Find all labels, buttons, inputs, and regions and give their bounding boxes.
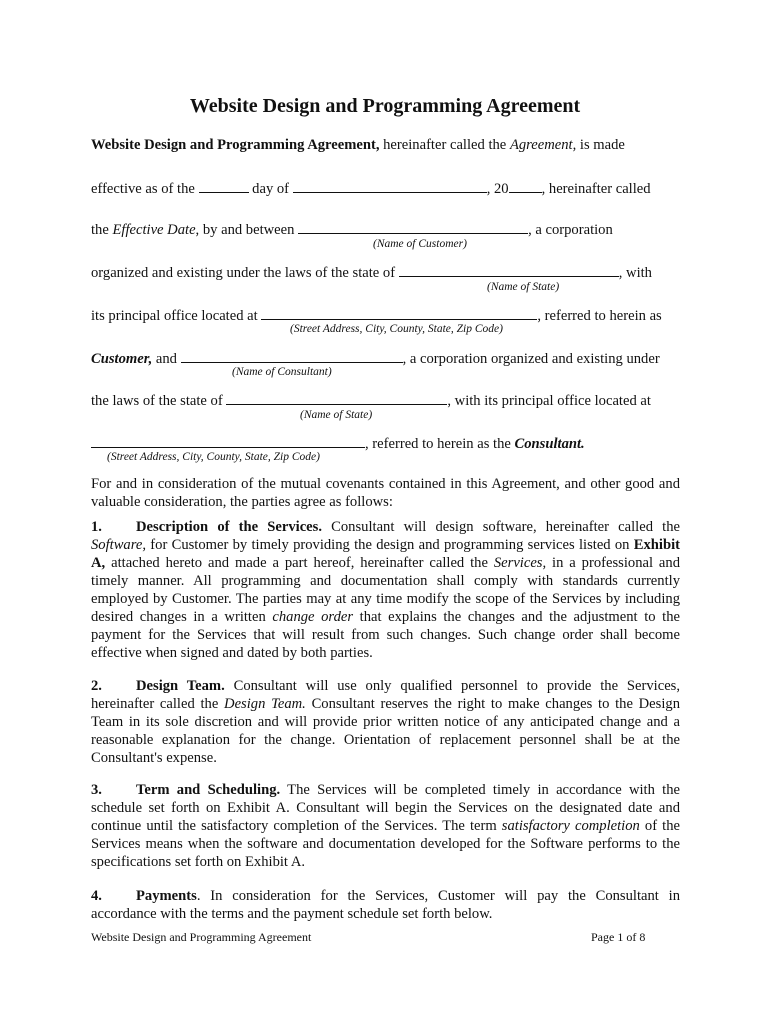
section-text: that explains the changes and the adjustment to the payment for the Services that will result from such changes. Such change order shall become effective when signed and dated by both parties. bbox=[91, 609, 680, 661]
month-blank[interactable] bbox=[293, 178, 487, 193]
section-1-paragraph bbox=[91, 518, 680, 662]
effective-date-italic: Effective Date bbox=[112, 222, 196, 238]
consideration-paragraph: For and in consideration of the mutual covenants contained in this Agreement, and other good and valuable consideration, the parties agree as follows: bbox=[91, 476, 680, 510]
section-text: Consultant will use only qualified personnel to provide the Services, hereinafter called the bbox=[91, 678, 681, 712]
section-heading: Design Team. bbox=[136, 678, 225, 694]
day-of-text: day of bbox=[248, 181, 293, 197]
section-text: attached hereto and made a part hereof, hereinafter called the bbox=[105, 555, 494, 571]
by-and-between-text: , by and between bbox=[195, 222, 299, 238]
referred-consultant-text: , referred to herein as the bbox=[365, 436, 515, 452]
section-heading: Payments bbox=[136, 888, 197, 904]
section-4-paragraph bbox=[91, 887, 680, 923]
caption-name-of-state-1: (Name of State) bbox=[487, 281, 560, 293]
section-number: 2. bbox=[91, 678, 102, 694]
the-text: the bbox=[91, 222, 113, 238]
consultant-address-blank[interactable] bbox=[91, 433, 365, 448]
principal-office-text: its principal office located at bbox=[91, 308, 262, 324]
section-heading: Term and Scheduling. bbox=[136, 782, 281, 798]
intro-line-3 bbox=[91, 219, 613, 239]
caption-street-address-1: (Street Address, City, County, State, Zip Code) bbox=[290, 323, 503, 335]
consultant-term-bold-italic: Consultant. bbox=[514, 436, 585, 452]
referred-text: , referred to herein as bbox=[537, 308, 662, 324]
hereinafter-text: , hereinafter called bbox=[541, 181, 651, 197]
agreement-term-italic: Agreement, bbox=[509, 137, 577, 153]
section-italic-term: Design Team. bbox=[224, 696, 306, 712]
section-text: Consultant will design software, hereinafter called the bbox=[321, 519, 680, 535]
consultant-name-blank[interactable] bbox=[181, 348, 403, 363]
section-italic-term: Services, bbox=[493, 555, 547, 571]
customer-address-blank[interactable] bbox=[261, 305, 537, 320]
caption-name-of-state-2: (Name of State) bbox=[300, 409, 373, 421]
intro-line-1 bbox=[91, 136, 625, 154]
footer-document-title: Website Design and Programming Agreement bbox=[91, 930, 312, 944]
section-heading: Description of the Services. bbox=[136, 519, 322, 535]
day-blank[interactable] bbox=[199, 178, 249, 193]
customer-name-blank[interactable] bbox=[298, 219, 528, 234]
customer-state-blank[interactable] bbox=[399, 262, 619, 277]
principal-office-located-text: , with its principal office located at bbox=[447, 393, 651, 409]
section-text: The Services will be completed timely in accordance with the schedule set forth on Exhibit A. Consultant will begin the Services on the designated date and continue until the satisfactory completion of the Services. The term bbox=[91, 782, 680, 834]
intro-line-6 bbox=[91, 348, 660, 368]
section-italic-term: change order bbox=[272, 609, 354, 625]
section-number: 1. bbox=[91, 519, 102, 535]
intro-text: hereinafter called the bbox=[379, 137, 510, 153]
agreement-name-bold: Website Design and Programming Agreement, bbox=[91, 137, 380, 153]
year-blank[interactable] bbox=[509, 178, 542, 193]
caption-name-of-customer: (Name of Customer) bbox=[373, 238, 467, 250]
section-2-paragraph bbox=[91, 677, 680, 767]
intro-line-2 bbox=[91, 178, 651, 198]
corporation-organized-text: , a corporation organized and existing under bbox=[402, 351, 660, 367]
customer-term-bold-italic: Customer, bbox=[91, 351, 153, 367]
corporation-text: , a corporation bbox=[528, 222, 613, 238]
section-italic-term: Software, bbox=[91, 537, 146, 553]
section-italic-term: satisfactory completion bbox=[501, 818, 640, 834]
section-number: 4. bbox=[91, 888, 102, 904]
caption-street-address-2: (Street Address, City, County, State, Zip Code) bbox=[107, 451, 320, 463]
year-prefix-text: , 20 bbox=[486, 181, 509, 197]
document-title: Website Design and Programming Agreement bbox=[189, 95, 581, 117]
intro-text-end: is made bbox=[576, 137, 625, 153]
section-bold-term: Exhibit A, bbox=[91, 537, 680, 571]
section-text: in a professional and timely manner. All programming and documentation shall comply with standards currently employed by Customer. The parties may at any time modify the scope of the Services by including desired changes in a written bbox=[91, 555, 680, 625]
effective-text: effective as of the bbox=[91, 181, 199, 197]
with-text: , with bbox=[618, 265, 652, 281]
caption-name-of-consultant: (Name of Consultant) bbox=[232, 366, 332, 378]
intro-line-4 bbox=[91, 262, 652, 282]
laws-of-state-text: the laws of the state of bbox=[91, 393, 227, 409]
section-3-paragraph bbox=[91, 781, 680, 871]
footer-page-number: Page 1 of 8 bbox=[591, 930, 646, 944]
section-text: . In consideration for the Services, Customer will pay the Consultant in accordance with the terms and the payment schedule set forth below. bbox=[91, 888, 680, 922]
and-text: and bbox=[152, 351, 181, 367]
section-number: 3. bbox=[91, 782, 102, 798]
section-text: Consultant reserves the right to make changes to the Design Team in its sole discretion and will provide prior written notice of any anticipated change and a reasonable explanation for the change. Orientation of replacement personnel shall be at the Consultant's expense. bbox=[91, 696, 680, 766]
organized-text: organized and existing under the laws of the state of bbox=[91, 265, 399, 281]
intro-line-7 bbox=[91, 390, 651, 410]
section-text: of the Services means when the software and documentation developed for the Software performs to the specifications set forth on Exhibit A. bbox=[91, 818, 680, 870]
section-text: for Customer by timely providing the design and programming services listed on bbox=[146, 537, 634, 553]
consultant-state-blank[interactable] bbox=[226, 390, 447, 405]
